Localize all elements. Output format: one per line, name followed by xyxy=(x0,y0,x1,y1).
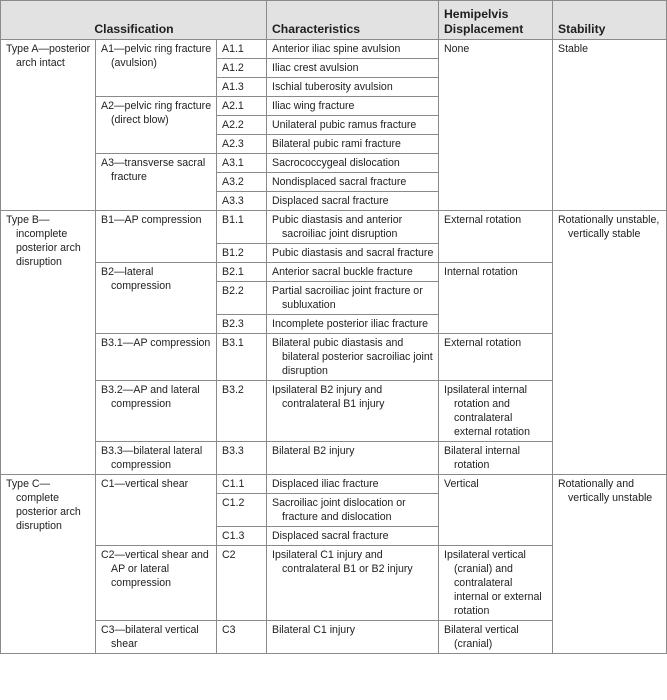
group-label-text: C2—vertical shear and AP or lateral compression xyxy=(101,549,209,589)
header-stability: Stability xyxy=(553,1,667,40)
subtype-code: B3.2 xyxy=(217,381,267,442)
stability-text: Rotationally unstable, vertically stable xyxy=(558,214,660,240)
characteristic-text: Bilateral pubic diastasis and bilateral posterior sacroiliac joint disruption xyxy=(272,337,433,377)
characteristic xyxy=(267,334,439,381)
characteristic xyxy=(267,475,439,494)
displacement xyxy=(439,211,553,263)
group-label-text: A1—pelvic ring fracture (avulsion) xyxy=(101,43,212,69)
subtype-code: B1.2 xyxy=(217,244,267,263)
group-label xyxy=(96,334,217,381)
group-label-text: B3.3—bilateral lateral compression xyxy=(101,445,203,471)
displacement xyxy=(439,334,553,381)
displacement-text: Ipsilateral vertical (cranial) and contralateral internal or external rotation xyxy=(444,549,542,617)
displacement xyxy=(439,546,553,621)
subtype-code: A1.1 xyxy=(217,40,267,59)
displacement-text: External rotation xyxy=(444,337,522,349)
characteristic xyxy=(267,97,439,116)
subtype-code: A2.1 xyxy=(217,97,267,116)
characteristic xyxy=(267,315,439,334)
stability-text: Rotationally and vertically unstable xyxy=(558,478,653,504)
characteristic xyxy=(267,282,439,315)
characteristic-text: Displaced iliac fracture xyxy=(272,478,379,490)
subtype-code: B2.2 xyxy=(217,282,267,315)
subtype-code: C1.2 xyxy=(217,494,267,527)
characteristic xyxy=(267,546,439,621)
characteristic-text: Ipsilateral C1 injury and contralateral B1 or B2 injury xyxy=(272,549,413,575)
group-label-text: B1—AP compression xyxy=(101,214,202,226)
characteristic-text: Ipsilateral B2 injury and contralateral B1 injury xyxy=(272,384,385,410)
displacement xyxy=(439,442,553,475)
characteristic xyxy=(267,494,439,527)
type-label-text: Type A—posterior arch intact xyxy=(6,43,91,69)
characteristic xyxy=(267,173,439,192)
header-displacement: Hemipelvis Displacement xyxy=(439,1,553,40)
characteristic xyxy=(267,244,439,263)
group-label-text: B3.1—AP compression xyxy=(101,337,211,349)
group-label-text: A2—pelvic ring fracture (direct blow) xyxy=(101,100,212,126)
characteristic-text: Sacroiliac joint dislocation or fracture and dislocation xyxy=(272,497,406,523)
subtype-code: B2.1 xyxy=(217,263,267,282)
group-label-text: A3—transverse sacral fracture xyxy=(101,157,206,183)
stability xyxy=(553,211,667,475)
subtype-code: B3.3 xyxy=(217,442,267,475)
characteristic-text: Anterior sacral buckle fracture xyxy=(272,266,413,278)
characteristic-text: Iliac wing fracture xyxy=(272,100,355,112)
group-label xyxy=(96,381,217,442)
characteristic-text: Iliac crest avulsion xyxy=(272,62,359,74)
subtype-code: A2.3 xyxy=(217,135,267,154)
displacement-text: Internal rotation xyxy=(444,266,518,278)
displacement-text: External rotation xyxy=(444,214,522,226)
group-label xyxy=(96,154,217,211)
characteristic-text: Partial sacroiliac joint fracture or subluxation xyxy=(272,285,423,311)
characteristic xyxy=(267,442,439,475)
displacement xyxy=(439,263,553,334)
displacement xyxy=(439,40,553,211)
subtype-code: B2.3 xyxy=(217,315,267,334)
group-label-text: C1—vertical shear xyxy=(101,478,189,490)
displacement-text: Ipsilateral internal rotation and contralateral external rotation xyxy=(444,384,530,438)
displacement-text: Vertical xyxy=(444,478,479,490)
group-label xyxy=(96,40,217,97)
stability-text: Stable xyxy=(558,43,589,55)
group-label xyxy=(96,546,217,621)
group-label xyxy=(96,211,217,263)
characteristic xyxy=(267,135,439,154)
table-body xyxy=(1,40,667,654)
characteristic xyxy=(267,621,439,654)
stability xyxy=(553,475,667,654)
characteristic xyxy=(267,192,439,211)
subtype-code: A3.3 xyxy=(217,192,267,211)
subtype-code: A3.2 xyxy=(217,173,267,192)
table-row xyxy=(1,40,667,59)
displacement xyxy=(439,621,553,654)
characteristic-text: Displaced sacral fracture xyxy=(272,530,389,542)
group-label-text: B2—lateral compression xyxy=(101,266,172,292)
type-label xyxy=(1,211,96,475)
characteristic-text: Incomplete posterior iliac fracture xyxy=(272,318,429,330)
header-row xyxy=(1,1,667,40)
displacement xyxy=(439,475,553,546)
characteristic-text: Unilateral pubic ramus fracture xyxy=(272,119,417,131)
group-label xyxy=(96,442,217,475)
group-label xyxy=(96,475,217,546)
characteristic xyxy=(267,381,439,442)
characteristic-text: Bilateral B2 injury xyxy=(272,445,355,457)
characteristic xyxy=(267,154,439,173)
characteristic xyxy=(267,263,439,282)
group-label xyxy=(96,97,217,154)
characteristic-text: Displaced sacral fracture xyxy=(272,195,389,207)
characteristic-text: Bilateral pubic rami fracture xyxy=(272,138,401,150)
subtype-code: B1.1 xyxy=(217,211,267,244)
characteristic-text: Anterior iliac spine avulsion xyxy=(272,43,401,55)
characteristic-text: Pubic diastasis and sacral fracture xyxy=(272,247,434,259)
characteristic-text: Pubic diastasis and anterior sacroiliac joint disruption xyxy=(272,214,403,240)
characteristic-text: Ischial tuberosity avulsion xyxy=(272,81,393,93)
characteristic xyxy=(267,116,439,135)
type-label-text: Type C—complete posterior arch disruption xyxy=(6,478,81,532)
stability xyxy=(553,40,667,211)
subtype-code: C3 xyxy=(217,621,267,654)
characteristic-text: Bilateral C1 injury xyxy=(272,624,356,636)
characteristic xyxy=(267,527,439,546)
type-label xyxy=(1,475,96,654)
characteristic xyxy=(267,40,439,59)
group-label-text: C3—bilateral vertical shear xyxy=(101,624,199,650)
header-characteristics: Characteristics xyxy=(267,1,439,40)
characteristic-text: Nondisplaced sacral fracture xyxy=(272,176,407,188)
subtype-code: C1.3 xyxy=(217,527,267,546)
type-label-text: Type B—incomplete posterior arch disruption xyxy=(6,214,81,268)
characteristic-text: Sacrococcygeal dislocation xyxy=(272,157,400,169)
subtype-code: A3.1 xyxy=(217,154,267,173)
subtype-code: A2.2 xyxy=(217,116,267,135)
subtype-code: C2 xyxy=(217,546,267,621)
subtype-code: C1.1 xyxy=(217,475,267,494)
displacement-text: Bilateral internal rotation xyxy=(444,445,520,471)
subtype-code: B3.1 xyxy=(217,334,267,381)
group-label xyxy=(96,621,217,654)
subtype-code: A1.3 xyxy=(217,78,267,97)
type-label xyxy=(1,40,96,211)
group-label xyxy=(96,263,217,334)
displacement-text: Bilateral vertical (cranial) xyxy=(444,624,519,650)
header-classification: Classification xyxy=(1,1,267,40)
characteristic xyxy=(267,211,439,244)
subtype-code: A1.2 xyxy=(217,59,267,78)
displacement xyxy=(439,381,553,442)
displacement-text: None xyxy=(444,43,470,55)
table-row xyxy=(1,475,667,494)
characteristic xyxy=(267,59,439,78)
characteristic xyxy=(267,78,439,97)
table-row xyxy=(1,211,667,244)
group-label-text: B3.2—AP and lateral compression xyxy=(101,384,200,410)
